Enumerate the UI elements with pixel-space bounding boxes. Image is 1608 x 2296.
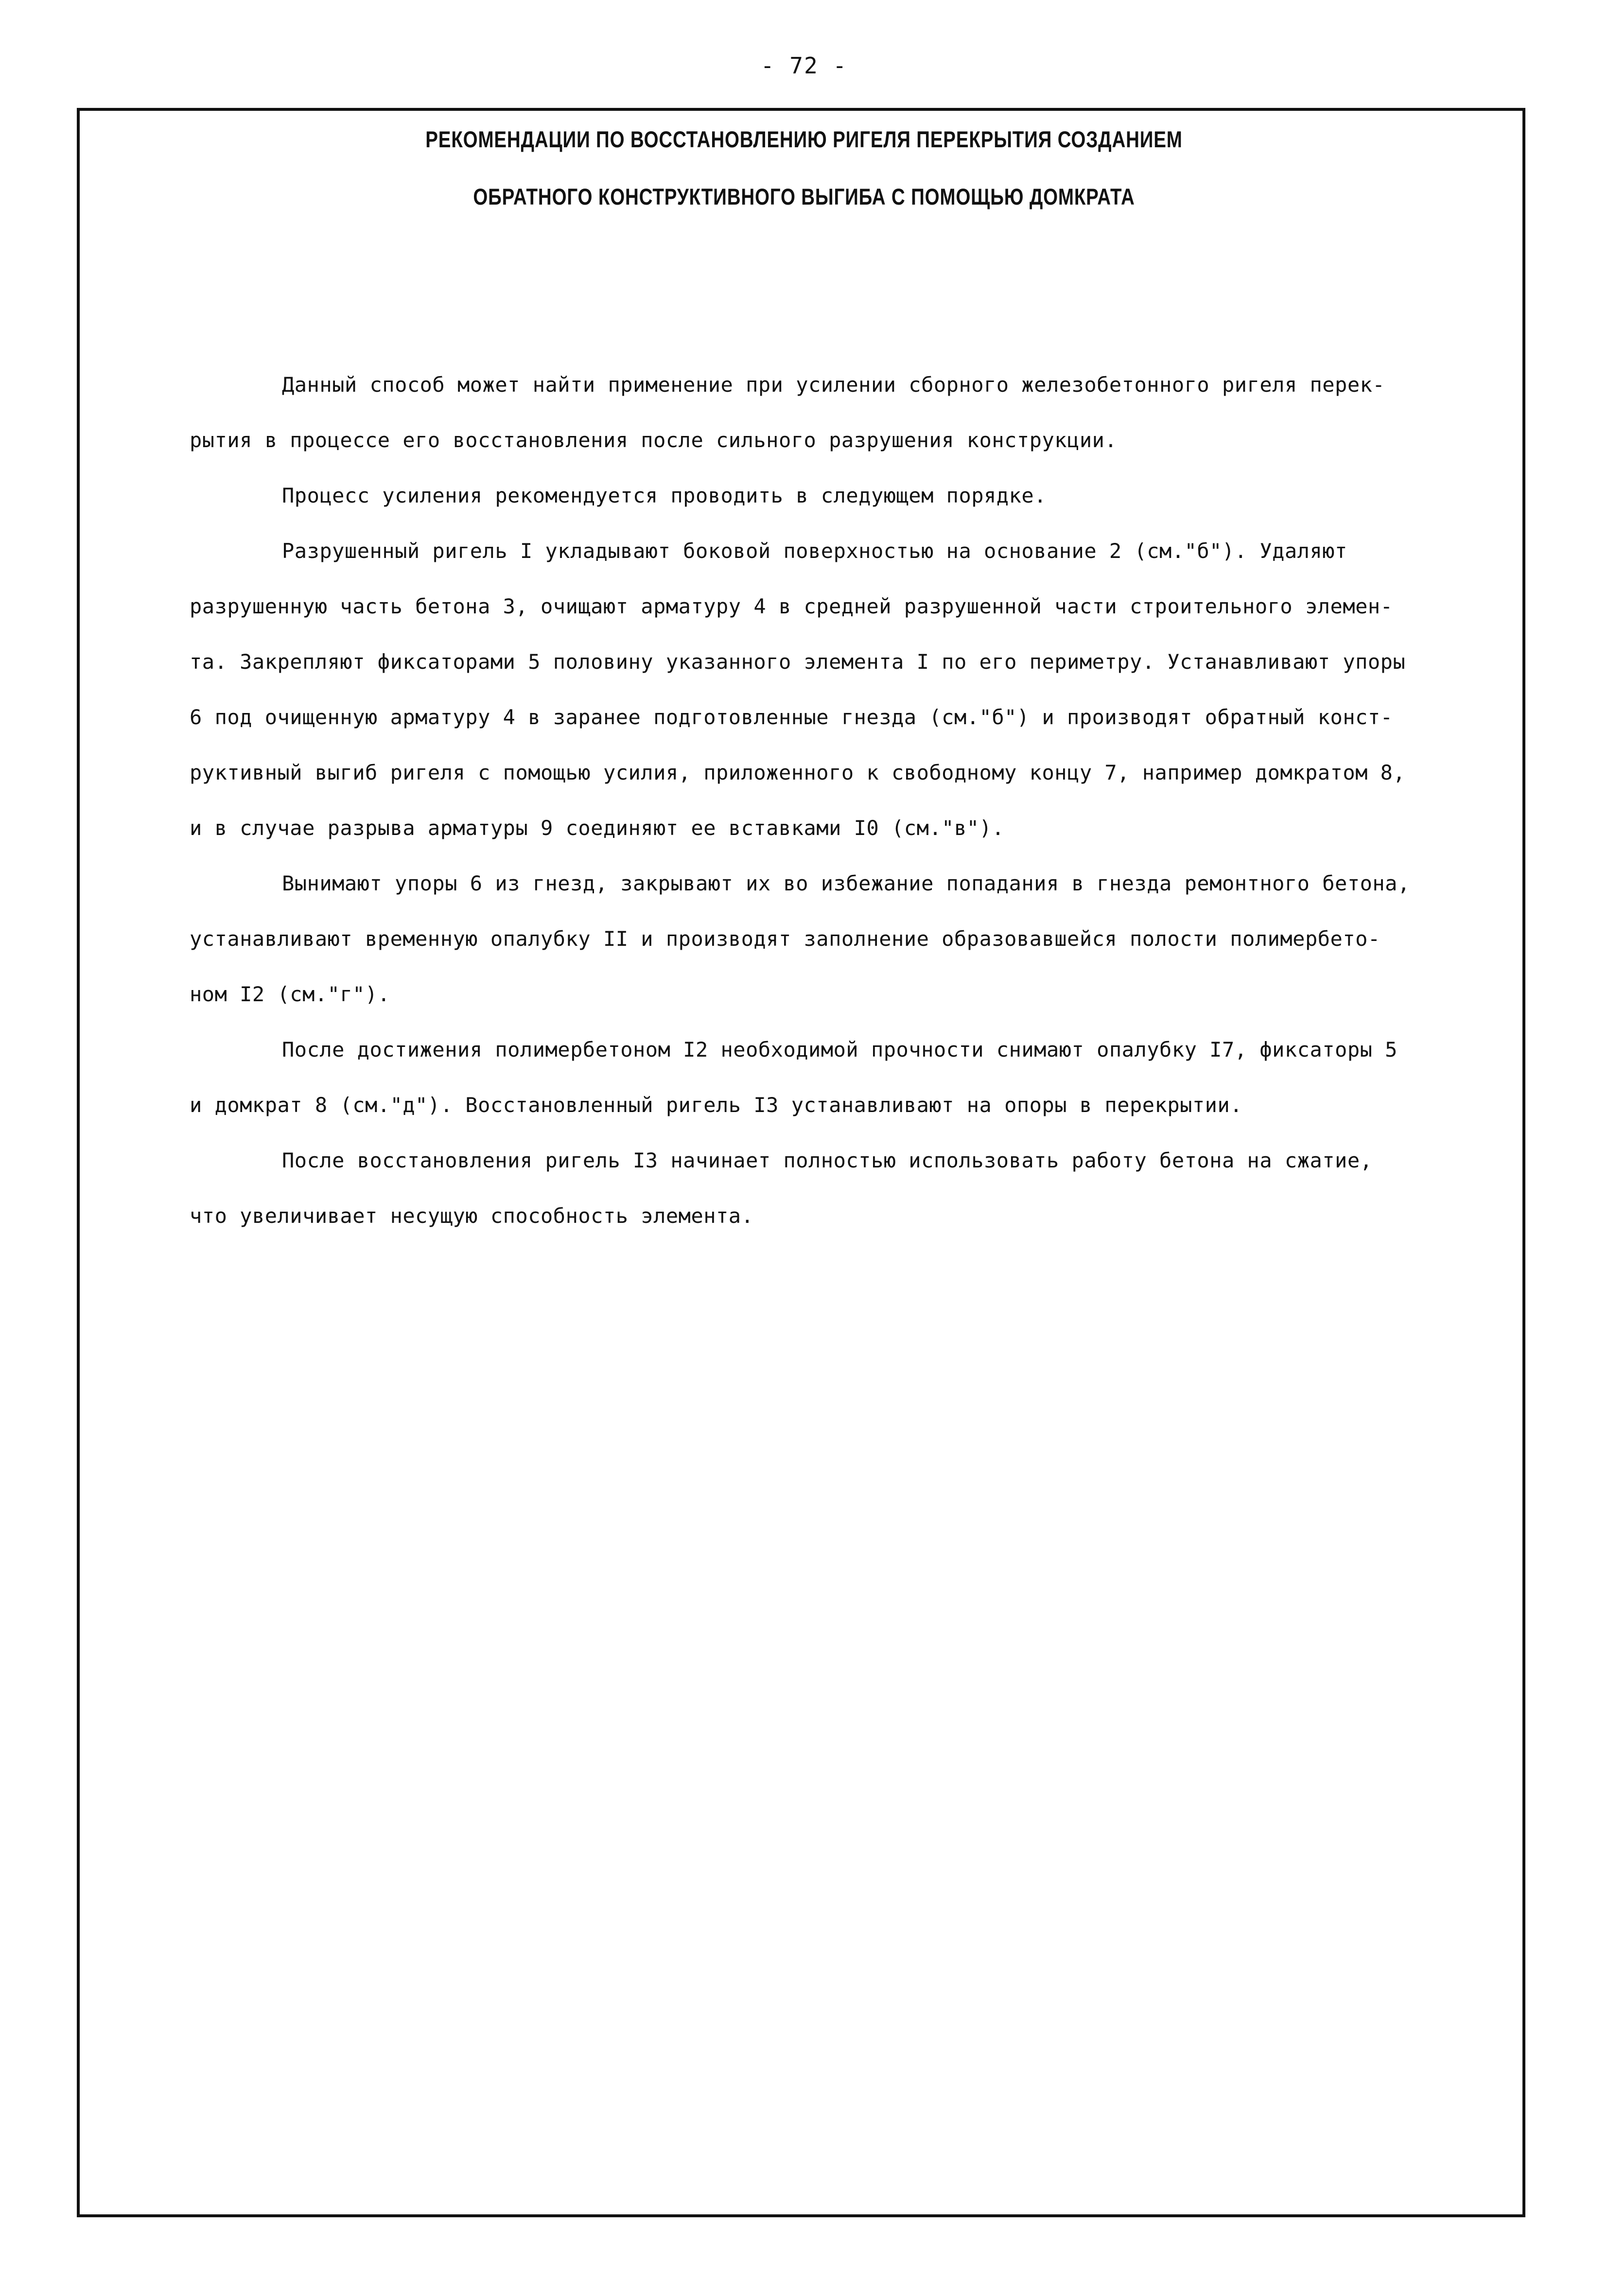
paragraph-line: ном I2 (см."г").	[190, 982, 390, 1006]
paragraph-line: и в случае разрыва арматуры 9 соединяют ее вставками I0 (см."в").	[190, 816, 1005, 840]
paragraph-line: Разрушенный ригель I укладывают боковой поверхностью на основание 2 (см."б"). Удаляют	[282, 539, 1347, 563]
paragraph-line: Вынимают упоры 6 из гнезд, закрывают их во избежание попадания в гнезда ремонтного бетона,	[282, 871, 1410, 895]
title-line-1: РЕКОМЕНДАЦИИ ПО ВОССТАНОВЛЕНИЮ РИГЕЛЯ ПЕРЕКРЫТИЯ СОЗДАНИЕМ	[425, 126, 1183, 152]
document-title	[0, 111, 1608, 226]
page-number: - 72 -	[760, 52, 848, 79]
paragraph-line: Процесс усиления рекомендуется проводить в следующем порядке.	[282, 484, 1047, 507]
paragraph-line: разрушенную часть бетона 3, очищают арматуру 4 в средней разрушенной части строительного элемен-	[190, 594, 1393, 618]
paragraph-line: устанавливают временную опалубку II и производят заполнение образовавшейся полости полимербето-	[190, 927, 1381, 951]
paragraph-line: После восстановления ригель I3 начинает полностью использовать работу бетона на сжатие,	[282, 1148, 1373, 1172]
paragraph-line: Данный способ может найти применение при усилении сборного железобетонного ригеля перек-	[282, 373, 1385, 397]
paragraph-line: После достижения полимербетоном I2 необходимой прочности снимают опалубку I7, фиксаторы 5	[282, 1038, 1398, 1061]
paragraph	[190, 856, 1502, 1022]
paragraph-line: 6 под очищенную арматуру 4 в заранее подготовленные гнезда (см."б") и производят обратный конст-	[190, 705, 1393, 729]
paragraph	[190, 357, 1502, 468]
paragraph-line: рытия в процессе его восстановления после сильного разрушения конструкции.	[190, 428, 1118, 452]
paragraph	[190, 1022, 1502, 1133]
paragraph-line: что увеличивает несущую способность элемента.	[190, 1204, 754, 1228]
paragraph	[190, 1133, 1502, 1244]
paragraph-line: та. Закрепляют фиксаторами 5 половину указанного элемента I по его периметру. Устанавливают упоры	[190, 650, 1406, 674]
document-body	[190, 357, 1502, 1244]
paragraph	[190, 523, 1502, 856]
paragraph-line: и домкрат 8 (см."д"). Восстановленный ригель I3 устанавливают на опоры в перекрытии.	[190, 1093, 1243, 1117]
paragraph	[190, 468, 1502, 523]
paragraph-line: руктивный выгиб ригеля с помощью усилия, приложенного к свободному концу 7, например домкратом 8,	[190, 761, 1406, 784]
title-line-2: ОБРАТНОГО КОНСТРУКТИВНОГО ВЫГИБА С ПОМОЩЬЮ ДОМКРАТА	[473, 184, 1135, 209]
